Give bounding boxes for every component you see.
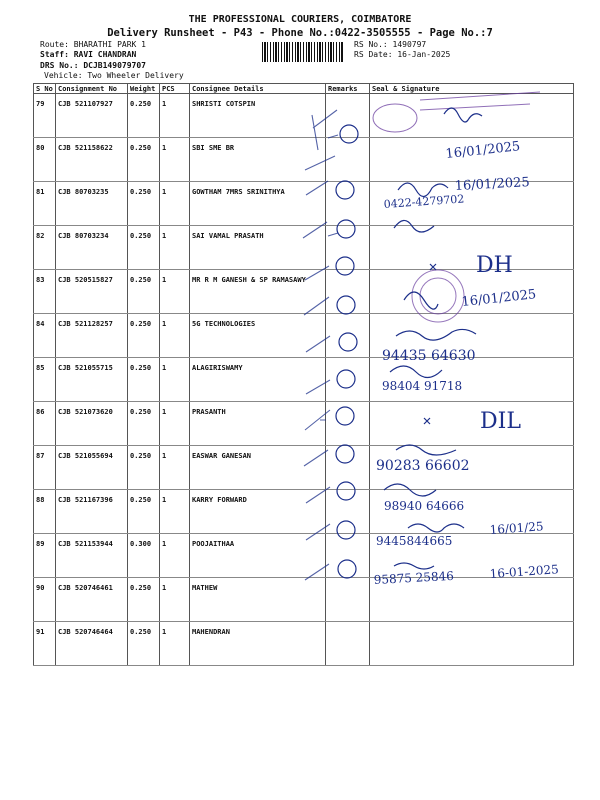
row-consignment-no: CJB 521167396 bbox=[56, 490, 128, 534]
table-row bbox=[34, 94, 574, 138]
row-sno: 81 bbox=[34, 182, 56, 226]
col-header-weight: Weight bbox=[128, 84, 160, 94]
row-consignee: SBI SME BR bbox=[190, 138, 326, 182]
col-header-remarks: Remarks bbox=[326, 84, 370, 94]
row-weight: 0.300 bbox=[128, 534, 160, 578]
row-consignment-no: CJB 521153944 bbox=[56, 534, 128, 578]
table-row bbox=[34, 490, 574, 534]
row-consignee: MAHENDRAN bbox=[190, 622, 326, 666]
row-remarks bbox=[326, 358, 370, 402]
row-remarks bbox=[326, 578, 370, 622]
table-row bbox=[34, 138, 574, 182]
row-sno: 82 bbox=[34, 226, 56, 270]
row-sno: 80 bbox=[34, 138, 56, 182]
row-weight: 0.250 bbox=[128, 578, 160, 622]
table-row bbox=[34, 446, 574, 490]
row-sno: 90 bbox=[34, 578, 56, 622]
row-signature bbox=[370, 358, 574, 402]
row-remarks bbox=[326, 182, 370, 226]
signature-date-91: 16-01-2025 bbox=[489, 562, 560, 581]
rs-number: RS No.: 1490797 bbox=[354, 40, 427, 49]
table-row bbox=[34, 358, 574, 402]
row-remarks bbox=[326, 270, 370, 314]
row-signature bbox=[370, 534, 574, 578]
signature-date-84: 16/01/2025 bbox=[460, 287, 537, 310]
row-consignee: 5G TECHNOLOGIES bbox=[190, 314, 326, 358]
row-pcs: 1 bbox=[160, 358, 190, 402]
row-consignee: PRASANTH bbox=[190, 402, 326, 446]
table-row bbox=[34, 402, 574, 446]
row-sno: 84 bbox=[34, 314, 56, 358]
row-signature bbox=[370, 182, 574, 226]
col-header-sno: S No bbox=[34, 84, 56, 94]
row-sno: 86 bbox=[34, 402, 56, 446]
row-weight: 0.250 bbox=[128, 314, 160, 358]
row-consignee: SAI VAMAL PRASATH bbox=[190, 226, 326, 270]
table-row bbox=[34, 534, 574, 578]
row-consignment-no: CJB 521107927 bbox=[56, 94, 128, 138]
signature-date-80: 16/01/2025 bbox=[444, 139, 521, 162]
row-pcs: 1 bbox=[160, 490, 190, 534]
row-weight: 0.250 bbox=[128, 622, 160, 666]
signature-phone-88: 90283 66602 bbox=[376, 458, 470, 474]
row-consignee: POOJAITHAA bbox=[190, 534, 326, 578]
table-row bbox=[34, 578, 574, 622]
row-sno: 91 bbox=[34, 622, 56, 666]
row-sno: 89 bbox=[34, 534, 56, 578]
row-weight: 0.250 bbox=[128, 138, 160, 182]
row-consignment-no: CJB 520746464 bbox=[56, 622, 128, 666]
row-pcs: 1 bbox=[160, 578, 190, 622]
row-consignment-no: CJB 521055715 bbox=[56, 358, 128, 402]
row-consignment-no: CJB 80703235 bbox=[56, 182, 128, 226]
col-header-consignee: Consignee Details bbox=[190, 84, 326, 94]
signature-phone-81: 0422-4279702 bbox=[383, 192, 465, 211]
row-consignee: KARRY FORWARD bbox=[190, 490, 326, 534]
signature-mark-87: DIL bbox=[480, 409, 521, 434]
drs-barcode bbox=[262, 42, 344, 62]
row-remarks bbox=[326, 314, 370, 358]
row-consignee: MATHEW bbox=[190, 578, 326, 622]
row-pcs: 1 bbox=[160, 402, 190, 446]
signature-phone-91: 95875 25846 bbox=[373, 568, 455, 587]
signature-phone-90: 9445844665 bbox=[376, 534, 453, 548]
drs-number: DRS No.: DCJB149079707 bbox=[40, 61, 146, 70]
row-consignment-no: CJB 521073620 bbox=[56, 402, 128, 446]
row-sno: 88 bbox=[34, 490, 56, 534]
row-signature bbox=[370, 622, 574, 666]
row-remarks bbox=[326, 490, 370, 534]
signature-date-90: 16/01/25 bbox=[489, 519, 544, 537]
table-row bbox=[34, 226, 574, 270]
row-signature bbox=[370, 578, 574, 622]
signature-phone-89: 98940 64666 bbox=[384, 499, 465, 513]
row-consignee: MR R M GANESH & SP RAMASAWY bbox=[190, 270, 326, 314]
row-consignee: GOWTHAM 7MRS SRINITHYA bbox=[190, 182, 326, 226]
row-weight: 0.250 bbox=[128, 270, 160, 314]
row-consignment-no: CJB 521158622 bbox=[56, 138, 128, 182]
table-row bbox=[34, 270, 574, 314]
col-header-signature: Seal & Signature bbox=[370, 84, 574, 94]
signature-phone-85: 94435 64630 bbox=[382, 348, 476, 364]
row-weight: 0.250 bbox=[128, 226, 160, 270]
company-title: THE PROFESSIONAL COURIERS, COIMBATORE bbox=[188, 14, 412, 25]
row-sno: 79 bbox=[34, 94, 56, 138]
row-weight: 0.250 bbox=[128, 490, 160, 534]
row-consignment-no: CJB 520746461 bbox=[56, 578, 128, 622]
row-consignment-no: CJB 521055694 bbox=[56, 446, 128, 490]
row-remarks bbox=[326, 622, 370, 666]
row-signature bbox=[370, 490, 574, 534]
row-signature bbox=[370, 138, 574, 182]
table-row bbox=[34, 622, 574, 666]
table-row bbox=[34, 314, 574, 358]
rs-date: RS Date: 16-Jan-2025 bbox=[354, 50, 451, 59]
row-consignment-no: CJB 520515827 bbox=[56, 270, 128, 314]
signature-date-81: 16/01/2025 bbox=[454, 175, 531, 194]
row-pcs: 1 bbox=[160, 138, 190, 182]
table-header-row bbox=[34, 84, 574, 94]
row-weight: 0.250 bbox=[128, 446, 160, 490]
row-consignment-no: CJB 521128257 bbox=[56, 314, 128, 358]
row-weight: 0.250 bbox=[128, 182, 160, 226]
table-row bbox=[34, 182, 574, 226]
row-signature bbox=[370, 270, 574, 314]
route-label: Route: BHARATHI PARK 1 bbox=[40, 40, 146, 49]
row-pcs: 1 bbox=[160, 226, 190, 270]
runsheet-table bbox=[33, 83, 574, 666]
row-consignment-no: CJB 80703234 bbox=[56, 226, 128, 270]
row-pcs: 1 bbox=[160, 622, 190, 666]
row-remarks bbox=[326, 534, 370, 578]
row-pcs: 1 bbox=[160, 446, 190, 490]
vehicle-label: Vehicle: Two Wheeler Delivery bbox=[44, 71, 184, 80]
row-signature bbox=[370, 226, 574, 270]
signature-mark-83: DH bbox=[476, 253, 513, 278]
signature-phone-86: 98404 91718 bbox=[382, 379, 463, 393]
row-remarks bbox=[326, 94, 370, 138]
row-pcs: 1 bbox=[160, 534, 190, 578]
row-remarks bbox=[326, 402, 370, 446]
row-sno: 87 bbox=[34, 446, 56, 490]
row-pcs: 1 bbox=[160, 314, 190, 358]
row-pcs: 1 bbox=[160, 182, 190, 226]
row-remarks bbox=[326, 226, 370, 270]
row-remarks bbox=[326, 138, 370, 182]
row-signature bbox=[370, 402, 574, 446]
staff-label: Staff: RAVI CHANDRAN bbox=[40, 50, 137, 59]
row-consignee: SHRISTI COTSPIN bbox=[190, 94, 326, 138]
row-signature bbox=[370, 314, 574, 358]
row-signature bbox=[370, 446, 574, 490]
row-signature bbox=[370, 94, 574, 138]
row-weight: 0.250 bbox=[128, 358, 160, 402]
row-pcs: 1 bbox=[160, 270, 190, 314]
row-sno: 83 bbox=[34, 270, 56, 314]
row-consignee: EASWAR GANESAN bbox=[190, 446, 326, 490]
row-sno: 85 bbox=[34, 358, 56, 402]
row-consignee: ALAGIRISWAMY bbox=[190, 358, 326, 402]
col-header-consignment: Consignment No bbox=[56, 84, 128, 94]
row-remarks bbox=[326, 446, 370, 490]
row-pcs: 1 bbox=[160, 94, 190, 138]
runsheet-title: Delivery Runsheet - P43 - Phone No.:0422-3505555 - Page No.:7 bbox=[107, 27, 493, 39]
row-weight: 0.250 bbox=[128, 94, 160, 138]
col-header-pcs: PCS bbox=[160, 84, 190, 94]
row-weight: 0.250 bbox=[128, 402, 160, 446]
